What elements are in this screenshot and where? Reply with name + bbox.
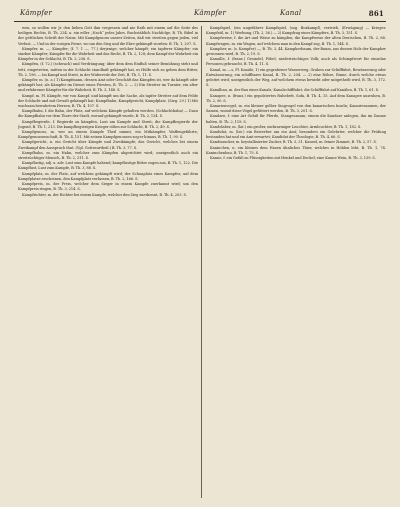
entry-paragraph: Kaninchen, n. ein kleines dem Hasen ähnliches Thier, welches in Höhlen lebt, B. Th. 1, 74. Kaninchenbau, B. Th. 1, 75. S.	[206, 145, 386, 155]
entry-paragraph: Kampher, m. (s. Kampfer) —, B. Th. 3, 44. Kampherbaum, der Baum, aus dessen Holz der Kampher gewonnen wird, B. Th. 2, 19. S.	[206, 46, 386, 57]
entry-paragraph: Kampfgericht, n. ein Gericht über Kämpfe und Zweikämpfe; das Gericht, welches bei einem Zweikampf den Ausspruch thut. (Vgl. Gottesurtheil.) B. Th. 3, 77. S.	[18, 140, 198, 150]
entry-paragraph: Kämpfen, (f. 72.) (schwach) und Verdrängung; über dem dem Einfluß seiner Bemühung steht und tritt, eingetreten, mitten in der Schlacht standhaft gekämpft hat, es Hülfe sich zu geben dem Ritter, Th. 2, 196. — Im Kampf und Streit, in der Widerrede der Zeit, B. Th. 1, 11. S.	[18, 62, 198, 77]
entry-paragraph: Kampfbegierde, f. Begierde zu kämpfen, Lust am Kampfe und Streit; die Kampfbegierde der Jugend, B. Th. 1, 213. Die kampfbegierigen Krieger eilten zur Schlacht, B. Th. 2, 49. S.	[18, 119, 198, 129]
entry-paragraph: Kandiszucker, m. krystallisierter Zucker, B. Th. 3, 31. Kaneel, m. feiner Zimmet, B. Th. 2, 57. S.	[210, 140, 377, 145]
running-head-center: Kämpfer	[194, 9, 227, 17]
entry-paragraph: Kämpfer, m. —, Kämpfer; (f. 7. 1 —, 77.) derjenige, welcher kämpft; ein tapferer Kämpfer; ein starker Kämpfer; Kämpfer für die Wahrheit und das Recht, B. Th. 2, 128; dem Kampf der Wahrheit ein Kämpfer in der Schlacht, B. Th. 2, 236. S.	[18, 46, 198, 62]
right-text-column	[206, 26, 386, 500]
header-rule	[14, 21, 386, 22]
entry-paragraph: Kandidat, m. (lat.) ein Bewerber um ein Amt; besonders ein Gelehrter, welcher die Prüfung bestanden hat und ein Amt erwartet; Kandidat der Theologie, B. Th. 4, 66. S.	[206, 130, 386, 140]
entry-paragraph: wen, so wollen wir Jr. den lieben Gott ihm vergessen und nie Rath mit einem auf die Seite des heiligen Rechts, B. Th. 234, u. ein edler „Nach“ jedes Jahrs. Buchstäblich Nachfolge, B. Th. Bibel in der göttlichen Schrift der Natur, Mit Kampfgenoss unsrer Zeiten, daß wir streiten gegen jeden, viel Verlust. — Und in der vorigen Ferne, wo um den Sieg und die Ehre gekämpft worden: B. Th. 1, 207. S.	[18, 26, 198, 46]
entry-paragraph: Kandare, f. eine Art Gebiß für Pferde, Stangenzaum; einem die Kandare anlegen, ihn im Zaume halten, B. Th. 2, 118. S.	[206, 114, 386, 124]
running-head-left: Kämpfer	[20, 9, 53, 17]
entry-paragraph: Kandelaber, m. (lat.) ein großer, mehrarmiger Leuchter, Armleuchter, B. Th. 1, 182. S.	[210, 124, 362, 129]
entry-paragraph: Kampfhahn, m. ein Hahn, welcher zum Kämpfen abgerichtet wird; uneigentlich auch ein streitsüchtiger Mensch, B. Th. 2, 311. S.	[18, 150, 198, 161]
entry-paragraph: Kanarienvogel, m. ein kleiner gelber Singvogel von den kanarischen Inseln; Kanariensamen, der Samen, womit diese Vögel gefüttert werden, B. Th. 3, 201. S.	[206, 104, 386, 114]
entry-paragraph: Kampfweise, f. die Art und Weise zu kämpfen; die Kampfweise der alten Deutschen, B. Th. 2, 88. Kampfwagen, m. ein Wagen, auf welchem man in den Kampf zog, B. Th. 1, 144. S.	[206, 36, 386, 46]
page-number: 861	[368, 9, 384, 18]
entry-paragraph: Kampfspiel, (ein ungefährer Kampfspiel, (sog. Boxkampf), vertrieb, (Erwägung) — Krieger. Kampfstil, m. 1) Werbung, (Th. 2, 36.) — 2) Kampfzug eines Kämpfers, B. Th. 3, 151. S.	[206, 26, 386, 36]
running-head-right: Kanal	[280, 9, 302, 17]
entry-paragraph: Kampflustig, adj. u. adv. Lust zum Kampfe habend; kampflustige Ritter zogen aus, B. Th. 1, 122. Die Kampflust, Lust zum Kampfe, B. Th. 3, 88. S.	[18, 161, 198, 171]
entry-paragraph: Kampf, m. Pl. Kämpfe, wir von Kampf, und kämpft um die Sache, als tapfer Streiter auf dem Felde der Schlacht und mit Gewalt gekämpft hat; Kampfbahn, Kampfgericht, Kampfplatz. (Sieg. 29.) 1) Mit wachsam bewahrtem Herzen, B. Th. 4, 107. S.	[18, 93, 198, 109]
entry-paragraph: Kanapee, n. (franz.) ein gepolstertes Ruhebett, Sofa, B. Th. 4, 15. Auf dem Kanapee ausruhen, B. Th. 2, 90. S.	[206, 93, 386, 103]
column-divider	[201, 26, 202, 498]
entry-paragraph: Kampfgenoss, m. wer an einem Kampfe Theil nimmt, ein Mitkämpfer, Waffengefährte; Kampfgenossenschaft, B. Th. 4, 151. Mit seinen Kampfgenossen zog er hinaus, B. Th. 1, 90. S.	[18, 130, 198, 140]
entry-paragraph: Kämpfer, m. (n. a.) 1) Kampfmann, dessen Amt oder Geschäft das Kämpfen ist, wer da kämpft oder gekämpft hat; als Kämpfer im Dienst eines Fürsten, B. Th. 2. — 2) Ein Streiter im Turnier, ein alter und erfahrener Kämpfer für die Wahrheit, B. Th. 3, 148. S.	[18, 78, 198, 93]
entry-paragraph: Kampfbahn, f. die Bahn, der Platz, auf welchem Kämpfe gehalten werden. (Schlachtbahn) — Dazu die Kampfbahn vor dem Thore der Stadt, worauf gekämpft wurde, B. Th. 2, 134. S.	[18, 109, 198, 119]
entry-paragraph: Kanaille, f. (franz.) Gesindel, Pöbel, niederträchtiges Volk; auch als Schimpfwort für einzelne Personen gebraucht, B. Th. 4, 11. S.	[206, 57, 386, 67]
entry-paragraph: Kampfplatz, m. der Platz, auf welchem gekämpft wird; der Schauplatz eines Kampfes; auf dem Kampfplatze erscheinen, den Kampfplatz verlassen, B. Th. 2, 166. S.	[18, 171, 198, 181]
entry-paragraph: Kampfrichter, m. der Richter bei einem Kampfe, welcher den Sieg zuerkennt, B. Th. 4, 203. S.	[22, 192, 187, 197]
entry-paragraph: Kampfpreis, m. der Preis, welcher dem Sieger in einem Kampfe zuerkannt wird; um den Kampfpreis ringen, B. Th. 3, 214. S.	[18, 182, 198, 192]
left-text-column	[18, 26, 198, 500]
entry-paragraph: Kanne, f. ein Gefäß zu Flüssigkeiten mit Henkel und Deckel; eine Kanne Wein, B. Th. 3, 139. S.	[210, 156, 376, 161]
entry-paragraph: Kanalbau, m. der Bau eines Kanals; Kanalschifffahrt, die Schifffahrt auf Kanälen, B. Th. 1, 61. S.	[210, 88, 379, 93]
entry-paragraph: Kanal, m. —s, Pl. Kanäle, 1) ein gegrabener Wasserweg, Graben zur Schifffahrt, Bewässerung oder Entwässerung; ein schiffbarer Kanal, B. Th. 2, 204. — 2) eine Röhre, Rinne, durch welche etwas geleitet wird; uneigentlich der Weg, auf welchem etwas bewirkt oder mitgetheilt wird, B. Th. 3, 172. S.	[206, 67, 386, 88]
